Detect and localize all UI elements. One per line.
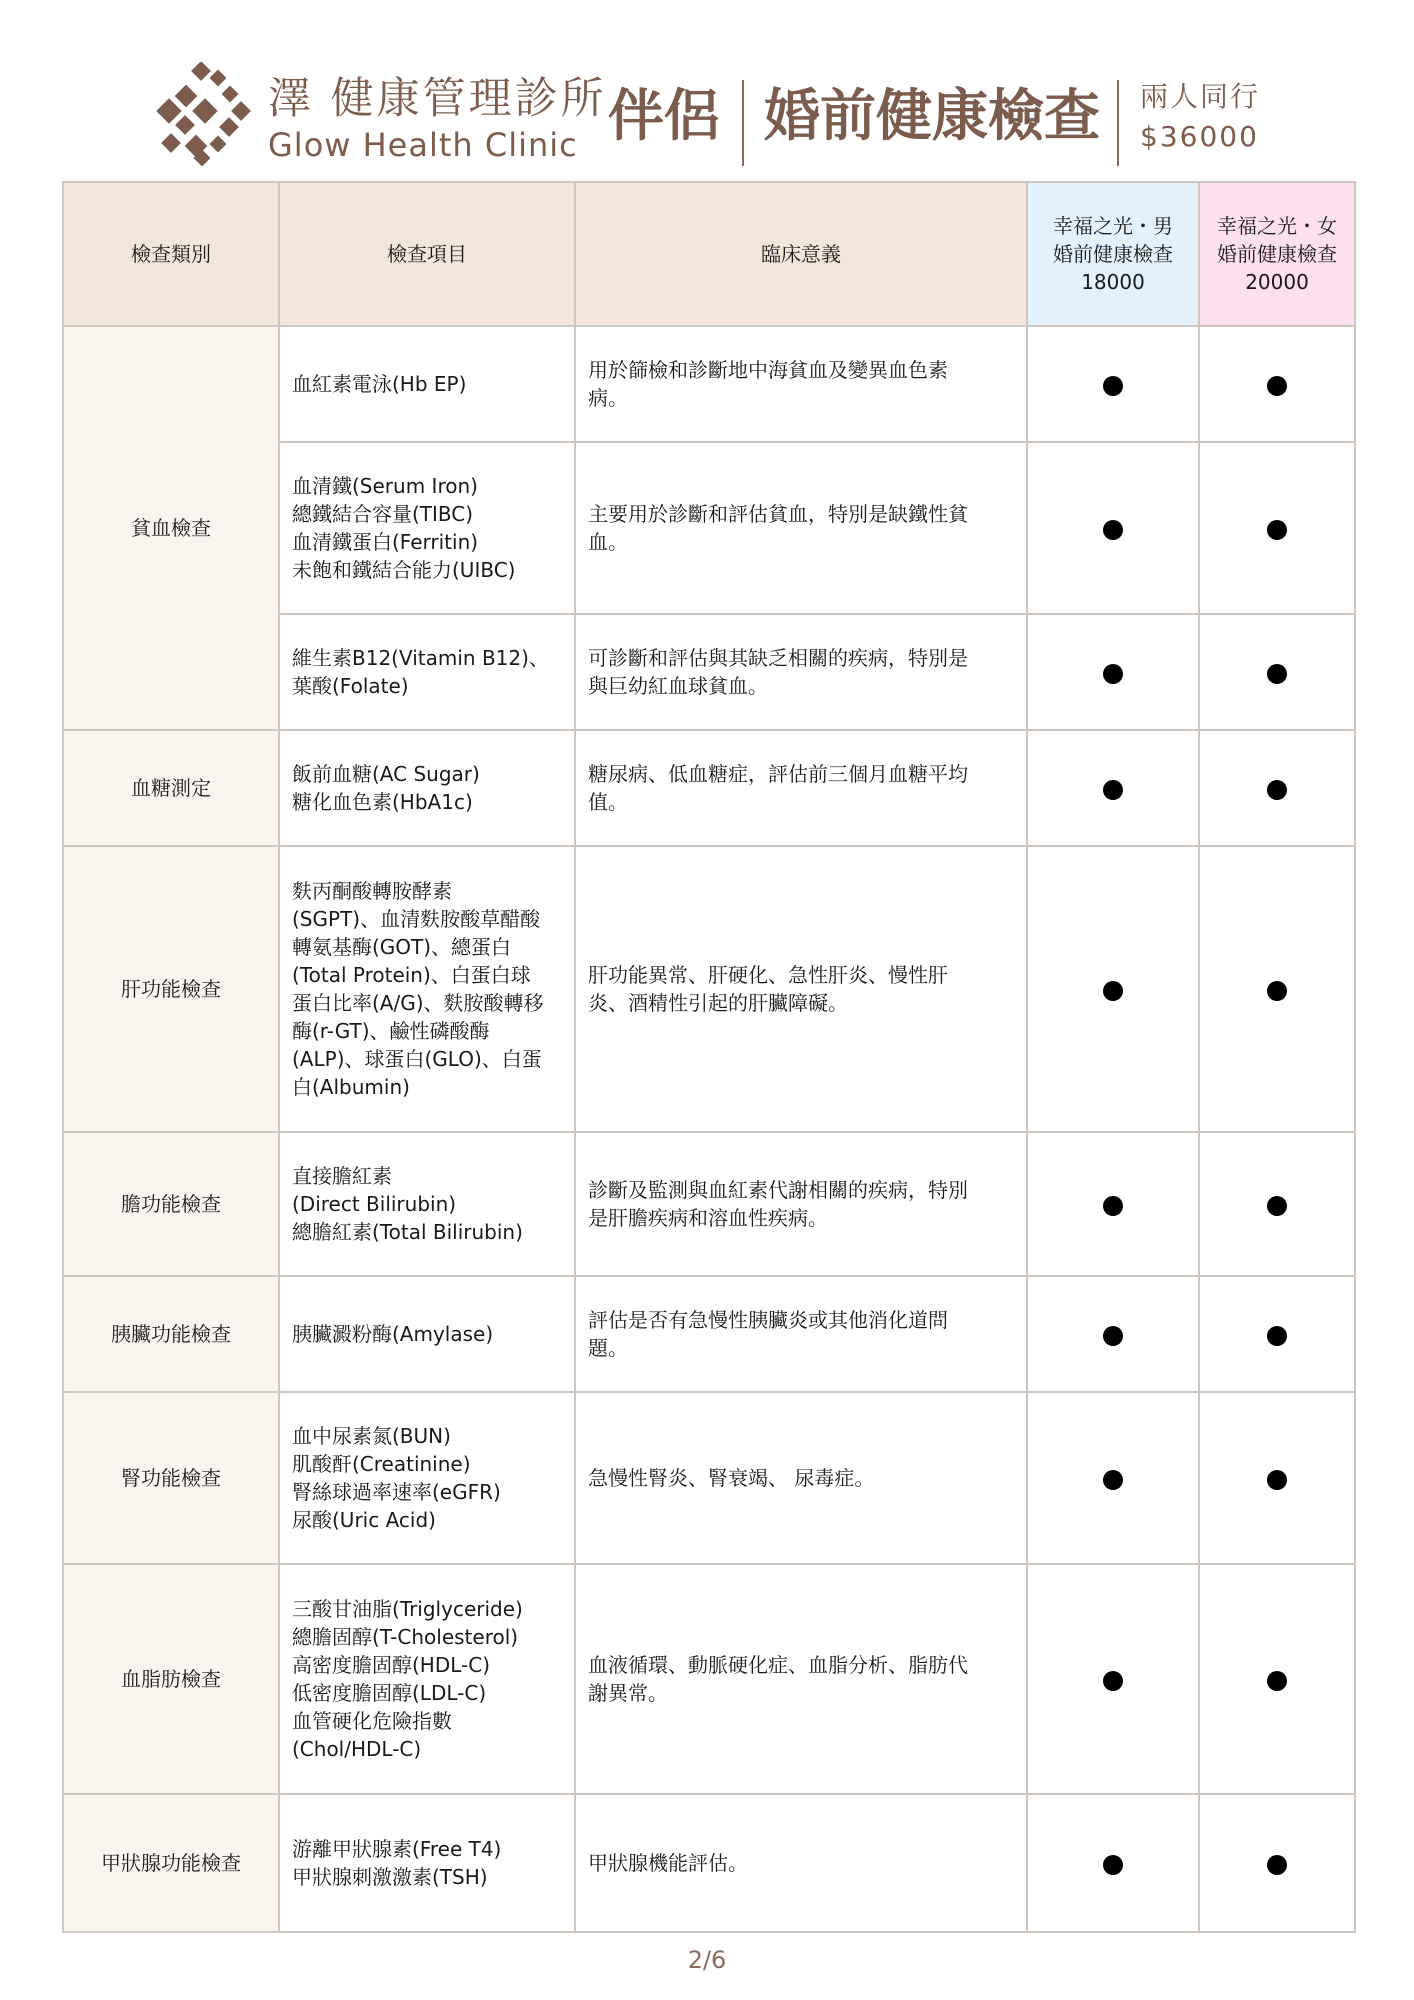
- item-line: 維生素B12(Vitamin B12)、: [292, 646, 549, 670]
- meaning-line: 用於篩檢和診斷地中海貧血及變異血色素: [588, 358, 948, 382]
- category-cell: 腎功能檢查: [63, 1392, 279, 1564]
- items-cell: [279, 1794, 575, 1932]
- price-label: 兩人同行: [1140, 80, 1261, 113]
- filled-circle-icon: [1103, 1470, 1123, 1490]
- table-body: [63, 326, 1355, 1932]
- items-cell: [279, 1132, 575, 1276]
- male-package-price: 18000: [1081, 270, 1145, 294]
- exam-table: [62, 181, 1356, 1933]
- title-sub: 婚前健康檢查: [764, 84, 1100, 149]
- item-line: (ALP)、球蛋白(GLO)、白蛋: [292, 1047, 542, 1071]
- male-included-cell: [1027, 1276, 1199, 1392]
- female-included-cell: [1199, 1564, 1355, 1794]
- meaning-cell: [575, 846, 1027, 1132]
- filled-circle-icon: [1267, 1855, 1287, 1875]
- table-row: [63, 1276, 1355, 1392]
- meaning-line: 糖尿病、低血糖症，評估前三個月血糖平均: [588, 762, 968, 786]
- female-included-cell: [1199, 846, 1355, 1132]
- meaning-cell: [575, 1132, 1027, 1276]
- meaning-line: 血液循環、動脈硬化症、血脂分析、脂肪代: [588, 1653, 968, 1677]
- male-included-cell: [1027, 1392, 1199, 1564]
- document-header: [0, 0, 1414, 175]
- items-cell: [279, 442, 575, 614]
- item-line: (Total Protein)、白蛋白球: [292, 963, 531, 987]
- female-included-cell: [1199, 1392, 1355, 1564]
- items-cell: [279, 1392, 575, 1564]
- filled-circle-icon: [1267, 780, 1287, 800]
- meaning-line: 值。: [588, 790, 628, 814]
- filled-circle-icon: [1103, 780, 1123, 800]
- meaning-line: 診斷及監測與血紅素代謝相關的疾病，特別: [588, 1178, 968, 1202]
- table-header-row: [63, 182, 1355, 326]
- meaning-line: 謝異常。: [588, 1681, 668, 1705]
- category-cell: 血脂肪檢查: [63, 1564, 279, 1794]
- table-row: [63, 1132, 1355, 1276]
- male-package-name: 幸福之光・男: [1053, 214, 1173, 238]
- table-row: [63, 1794, 1355, 1932]
- male-included-cell: [1027, 1132, 1199, 1276]
- header-items: 檢查項目: [279, 182, 575, 326]
- item-line: 三酸甘油脂(Triglyceride): [292, 1597, 523, 1621]
- title-main: 伴侶: [608, 84, 720, 149]
- meaning-line: 肝功能異常、肝硬化、急性肝炎、慢性肝: [588, 963, 948, 987]
- male-package-type: 婚前健康檢查: [1053, 242, 1173, 266]
- category-cell: 胰臟功能檢查: [63, 1276, 279, 1392]
- item-line: 轉氨基酶(GOT)、總蛋白: [292, 935, 512, 959]
- table-row: [63, 1564, 1355, 1794]
- meaning-cell: [575, 730, 1027, 846]
- item-line: 血紅素電泳(Hb EP): [292, 372, 467, 396]
- female-included-cell: [1199, 1132, 1355, 1276]
- item-line: 未飽和鐵結合能力(UIBC): [292, 558, 516, 582]
- female-package-price: 20000: [1245, 270, 1309, 294]
- meaning-line: 病。: [588, 386, 628, 410]
- filled-circle-icon: [1267, 376, 1287, 396]
- item-line: 總膽固醇(T-Cholesterol): [292, 1625, 519, 1649]
- filled-circle-icon: [1103, 664, 1123, 684]
- items-cell: [279, 326, 575, 442]
- female-included-cell: [1199, 1276, 1355, 1392]
- item-line: 酶(r-GT)、鹼性磷酸酶: [292, 1019, 490, 1043]
- table-row: [63, 1392, 1355, 1564]
- item-line: 蛋白比率(A/G)、麩胺酸轉移: [292, 991, 544, 1015]
- meaning-line: 可診斷和評估與其缺乏相關的疾病，特別是: [588, 646, 968, 670]
- female-package-type: 婚前健康檢查: [1217, 242, 1337, 266]
- header-divider: [742, 80, 744, 166]
- meaning-line: 與巨幼紅血球貧血。: [588, 674, 768, 698]
- filled-circle-icon: [1267, 981, 1287, 1001]
- item-line: 肌酸酐(Creatinine): [292, 1452, 471, 1476]
- item-line: 游離甲狀腺素(Free T4): [292, 1837, 502, 1861]
- item-line: 白(Albumin): [292, 1075, 410, 1099]
- table-row: [63, 846, 1355, 1132]
- item-line: 血清鐵(Serum Iron): [292, 474, 478, 498]
- items-cell: [279, 1564, 575, 1794]
- category-cell: 肝功能檢查: [63, 846, 279, 1132]
- header-category: 檢查類別: [63, 182, 279, 326]
- male-included-cell: [1027, 846, 1199, 1132]
- female-included-cell: [1199, 1794, 1355, 1932]
- items-cell: [279, 730, 575, 846]
- male-included-cell: [1027, 614, 1199, 730]
- category-cell: 貧血檢查: [63, 326, 279, 730]
- item-line: 血管硬化危險指數: [292, 1709, 452, 1733]
- item-line: 血中尿素氮(BUN): [292, 1424, 451, 1448]
- male-included-cell: [1027, 326, 1199, 442]
- items-cell: [279, 614, 575, 730]
- filled-circle-icon: [1267, 1196, 1287, 1216]
- male-included-cell: [1027, 730, 1199, 846]
- meaning-cell: [575, 1276, 1027, 1392]
- item-line: 飯前血糖(AC Sugar): [292, 762, 480, 786]
- meaning-line: 主要用於診斷和評估貧血，特別是缺鐵性貧: [588, 502, 968, 526]
- meaning-cell: [575, 614, 1027, 730]
- meaning-line: 甲狀腺機能評估。: [588, 1851, 748, 1875]
- female-included-cell: [1199, 442, 1355, 614]
- clinic-name-zh: 澤 健康管理診所: [268, 74, 607, 124]
- female-included-cell: [1199, 614, 1355, 730]
- filled-circle-icon: [1103, 1326, 1123, 1346]
- header-meaning: 臨床意義: [575, 182, 1027, 326]
- filled-circle-icon: [1103, 520, 1123, 540]
- table-row: [63, 730, 1355, 846]
- clinic-name-en: Glow Health Clinic: [268, 126, 578, 164]
- items-cell: [279, 1276, 575, 1392]
- meaning-cell: [575, 1794, 1027, 1932]
- table-row: [63, 326, 1355, 442]
- meaning-line: 血。: [588, 530, 628, 554]
- header-divider: [1117, 80, 1119, 166]
- filled-circle-icon: [1103, 1671, 1123, 1691]
- filled-circle-icon: [1267, 1671, 1287, 1691]
- item-line: 總膽紅素(Total Bilirubin): [292, 1220, 523, 1244]
- header-female-package: [1199, 182, 1355, 326]
- meaning-line: 是肝膽疾病和溶血性疾病。: [588, 1206, 828, 1230]
- filled-circle-icon: [1267, 1470, 1287, 1490]
- item-line: 甲狀腺刺激激素(TSH): [292, 1865, 488, 1889]
- female-included-cell: [1199, 326, 1355, 442]
- item-line: 葉酸(Folate): [292, 674, 409, 698]
- filled-circle-icon: [1267, 1326, 1287, 1346]
- item-line: 直接膽紅素: [292, 1164, 392, 1188]
- item-line: (SGPT)、血清麩胺酸草醋酸: [292, 907, 541, 931]
- item-line: 高密度膽固醇(HDL-C): [292, 1653, 491, 1677]
- item-line: 低密度膽固醇(LDL-C): [292, 1681, 487, 1705]
- category-cell: 膽功能檢查: [63, 1132, 279, 1276]
- filled-circle-icon: [1267, 520, 1287, 540]
- item-line: 總鐵結合容量(TIBC): [292, 502, 474, 526]
- meaning-line: 評估是否有急慢性胰臟炎或其他消化道問: [588, 1308, 948, 1332]
- meaning-cell: [575, 442, 1027, 614]
- page-number: 2/6: [687, 1946, 727, 1974]
- meaning-cell: [575, 1564, 1027, 1794]
- item-line: 麩丙酮酸轉胺酵素: [292, 879, 452, 903]
- filled-circle-icon: [1267, 664, 1287, 684]
- female-included-cell: [1199, 730, 1355, 846]
- filled-circle-icon: [1103, 1196, 1123, 1216]
- category-cell: 血糖測定: [63, 730, 279, 846]
- meaning-line: 炎、酒精性引起的肝臟障礙。: [588, 991, 848, 1015]
- category-cell: 甲狀腺功能檢查: [63, 1794, 279, 1932]
- filled-circle-icon: [1103, 1855, 1123, 1875]
- item-line: 腎絲球過率速率(eGFR): [292, 1480, 501, 1504]
- meaning-line: 急慢性腎炎、腎衰竭、 尿毒症。: [588, 1466, 875, 1490]
- item-line: 胰臟澱粉酶(Amylase): [292, 1322, 494, 1346]
- item-line: (Chol/HDL-C): [292, 1737, 422, 1761]
- item-line: 血清鐵蛋白(Ferritin): [292, 530, 479, 554]
- male-included-cell: [1027, 1564, 1199, 1794]
- male-included-cell: [1027, 1794, 1199, 1932]
- filled-circle-icon: [1103, 376, 1123, 396]
- female-package-name: 幸福之光・女: [1217, 214, 1337, 238]
- item-line: (Direct Bilirubin): [292, 1192, 457, 1216]
- item-line: 尿酸(Uric Acid): [292, 1508, 436, 1532]
- filled-circle-icon: [1103, 981, 1123, 1001]
- cross-dots-logo-icon: [156, 62, 256, 166]
- meaning-line: 題。: [588, 1336, 628, 1360]
- male-included-cell: [1027, 442, 1199, 614]
- item-line: 糖化血色素(HbA1c): [292, 790, 473, 814]
- price-value: $36000: [1140, 120, 1259, 153]
- meaning-cell: [575, 326, 1027, 442]
- header-male-package: [1027, 182, 1199, 326]
- items-cell: [279, 846, 575, 1132]
- meaning-cell: [575, 1392, 1027, 1564]
